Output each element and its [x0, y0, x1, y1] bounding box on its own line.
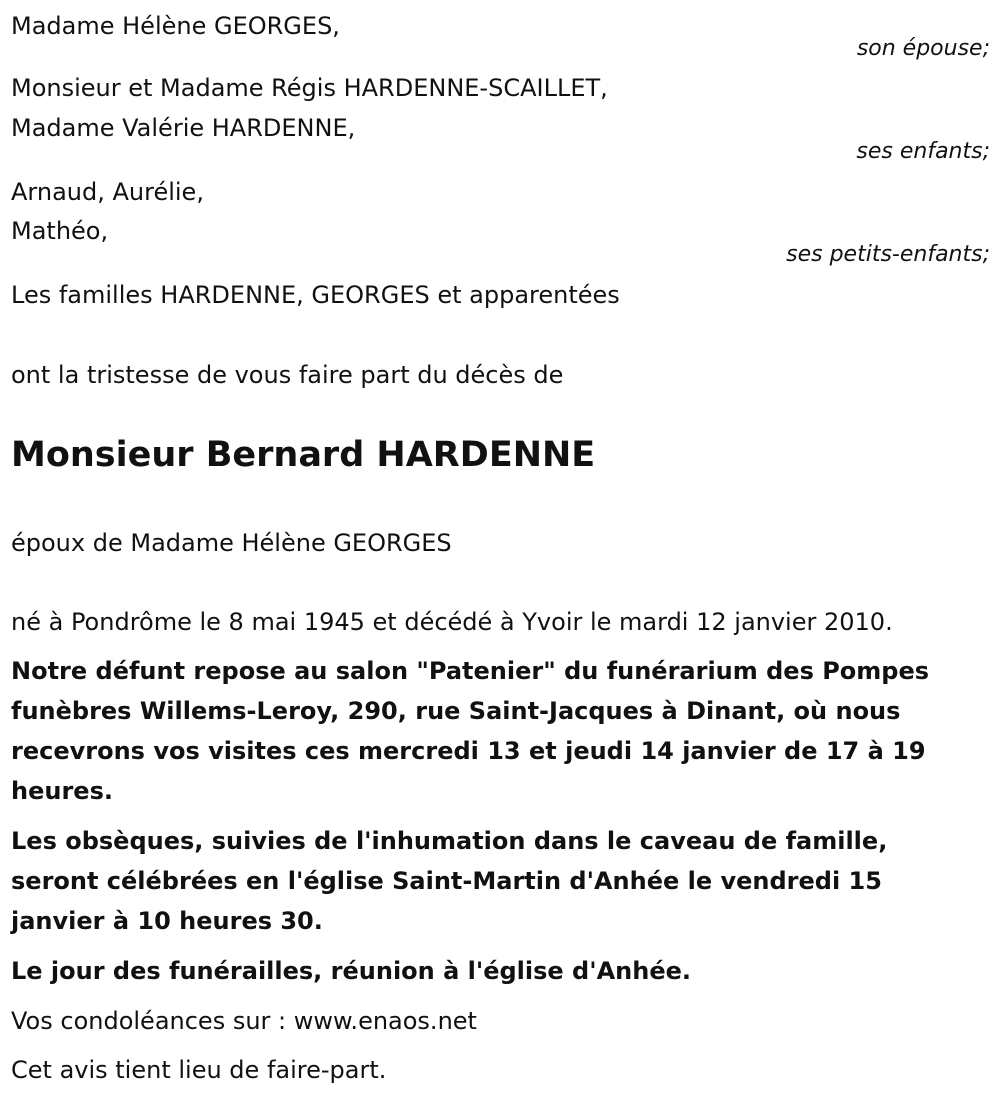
visitation-paragraph: Notre défunt repose au salon "Patenier" du funérarium des Pompes funèbres Willems-Leroy, 290, rue Saint-Jacques à Dinant, où nous recevrons vos visites ces mercredi 13 et jeudi 14 janvier de 17 à 19 heures. [11, 657, 930, 805]
families-line: Les familles HARDENNE, GEORGES et apparentées [11, 281, 620, 309]
grandchildren-line-2: Mathéo, [11, 217, 109, 245]
spouse-of-line: époux de Madame Hélène GEORGES [11, 529, 452, 557]
birth-death-line: né à Pondrôme le 8 mai 1945 et décédé à Yvoir le mardi 12 janvier 2010. [11, 608, 893, 636]
grandchildren-role: ses petits-enfants; [786, 242, 990, 267]
spouse-name: Madame Hélène GEORGES, [11, 12, 340, 40]
notice-line: Cet avis tient lieu de faire-part. [11, 1056, 387, 1084]
funeral-paragraph: Les obsèques, suivies de l'inhumation dans le caveau de famille, seront célébrées en l'église Saint-Martin d'Anhée le vendredi 15 janvier à 10 heures 30. [11, 827, 888, 935]
meeting-paragraph: Le jour des funérailles, réunion à l'église d'Anhée. [11, 957, 691, 985]
child-line-1: Monsieur et Madame Régis HARDENNE-SCAILLET, [11, 74, 608, 102]
deceased-name: Monsieur Bernard HARDENNE [11, 435, 596, 475]
child-line-2: Madame Valérie HARDENNE, [11, 114, 356, 142]
spouse-role: son épouse; [856, 36, 990, 61]
condolences-line: Vos condoléances sur : www.enaos.net [11, 1007, 477, 1035]
children-role: ses enfants; [856, 139, 990, 164]
intro-line: ont la tristesse de vous faire part du décès de [11, 361, 564, 389]
obituary-notice [11, 0, 990, 1105]
grandchildren-line-1: Arnaud, Aurélie, [11, 178, 204, 206]
